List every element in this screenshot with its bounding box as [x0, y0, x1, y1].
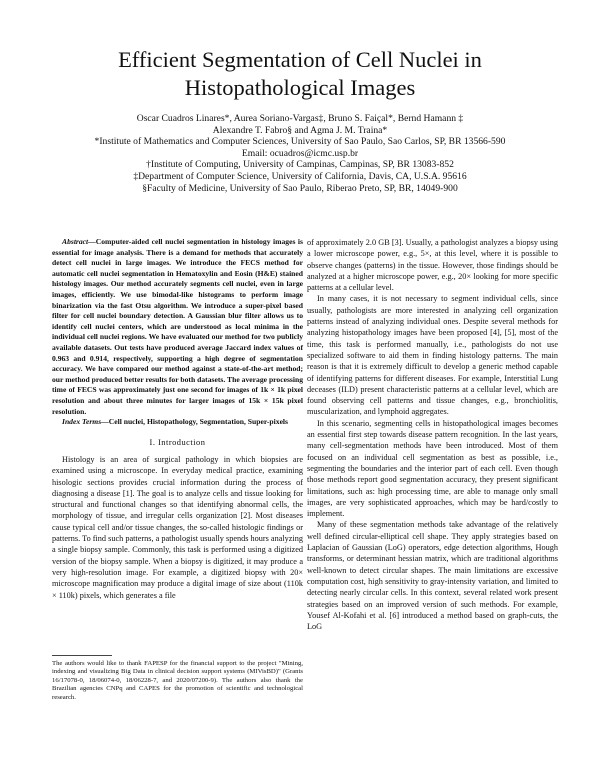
index-terms-lead: Index Terms — [62, 417, 102, 427]
paper-title — [0, 46, 600, 102]
index-terms — [52, 417, 303, 428]
right-paragraph-3: In this scenario, segmenting cells in histopathological images becomes an essential first step towards disease pattern recognition. In the last years, many cell-segmentation methods have been introduced. Most of them focused on an individual cell segmentation as best as possible, i.e., segmenting the boundaries and the interior part of each cell. Even though those methods report good segmentation accuracy, they present significant limitations, such as: high processing time, are able to manage only small images, are very sophisticated approaches, which may be hard/costly to implement. — [307, 418, 558, 519]
right-column — [307, 237, 558, 632]
abstract-lead: Abstract— — [62, 237, 96, 246]
section-heading-introduction: I. Introduction — [149, 437, 206, 447]
title-line-2: Histopathological Images — [184, 75, 416, 100]
author-block — [0, 113, 600, 194]
authors-line-1: Oscar Cuadros Linares*, Aurea Soriano-Vargas‡, Bruno S. Faiçal*, Bernd Hamann ‡ — [136, 113, 464, 124]
affiliation-3: ‡Department of Computer Science, University of California, Davis, CA, U.S.A. 95616 — [133, 170, 467, 182]
right-paragraph-1: of approximately 2.0 GB [3]. Usually, a pathologist analyzes a biopsy using a lower microscope power, e.g., 5×, at this level, where it is possible to observe changes (patterns) in the tissue. However, those findings should be analyzed at a higher microscope power, e.g., 20× looking for more specific patterns at a cellular level. — [307, 238, 558, 293]
affiliation-2: †Institute of Computing, University of Campinas, Campinas, SP, BR 13083-852 — [146, 159, 454, 171]
index-terms-text: —Cell nuclei, Histopathology, Segmentation, Super-pixels — [101, 417, 289, 427]
abstract-text: Computer-aided cell nuclei segmentation in histology images is essential for image analysis. There is a demand for methods that accurately detect cell nuclei in large images. We introduce the FECS method for automatic cell nuclei segmentation in Hematoxylin and Eosin (H&E) stained histology images. Our method accurately segments cell nuclei, even in large images, efficiently. We use bimodal-like histograms to perform image binarization via the fast Otsu algorithm. We introduce a super-pixel based filter for cell nuclei boundary detection. A Gaussian blur filter allows us to identify cell nuclei centers, which are understood as local minima in the individual cell nuclei regions. We have evaluated our method for two publicly available datasets. Out tests have produced average Jaccard index values of 0.963 and 0.914, respectively, supporting a high degree of segmentation accuracy. We have compared our method against a state-of-the-art method; our method produced better results for both datasets. The average processing time of FECS was approximately just one second for images of 1k × 1k pixel resolution and about three minutes for larger images of 15k × 15k pixel resolution. — [52, 237, 303, 416]
right-paragraph-4: Many of these segmentation methods take advantage of the relatively well defined circular-elliptical cell shape. They apply strategies based on Laplacian of Gaussian (LoG) operators, edge detection algorithms, Hough transforms, or determinant hessian matrix, which are traditional algorithms well-known to detect circular shapes. The main limitations are excessive computation cost, high sensitivity to gray-intensity variation, and limited to detecting nearly circular cells. In this context, several related work present strategies based on an improved version of such methods. For example, Yousef Al-Kofahi et al. [6] introduced a method based on graph-cuts, the LoG — [307, 520, 558, 632]
affiliation-1: *Institute of Mathematics and Computer Sciences, University of Sao Paulo, Sao Carlos, SP, BR 13566-590 — [94, 136, 506, 148]
intro-paragraph-1: Histology is an area of surgical pathology in which biopsies are examined using a microscope. In everyday medical practice, examining hisologic sections provides crucial information during the process of diagnosing a disease [1]. The goal is to analyze cells and tissue looking for structural and functional changes so that identifying abnormal cells, the morphology of tissue, and irregular cells organization [2]. Most diseases cause typical cell and/or tissue changes, the so-called histologic findings or patterns. To find such patterns, a pathologist usually spends hours analyzing a single biopsy sample. Commonly, this task is performed using a digitized version of the biopsy sample. When a biopsy is digitized, it may produce a very high-resolution image. For example, a digitized biopsy with 20× microscope magnification may produce a digital image of size about (110k × 110k) pixels, which generates a file — [52, 454, 303, 600]
title-line-1: Efficient Segmentation of Cell Nuclei in — [118, 47, 482, 72]
affiliation-email: Email: ocuadros@icmc.usp.br — [241, 147, 359, 159]
right-paragraph-2: In many cases, it is not necessary to segment individual cells, since usually, pathologists are more interested in analyzing cell organization patterns instead of analyzing individual ones. Despite several methods for analyzing histopathology images have been proposed [4], [5], most of the time, this task is performed manually, i.e., pathologists do not use specialized software to aid them in finding histology patterns. The main reason is that it is extremely difficult to develop a generic method capable of identifying patterns for different diseases. For example, Interstitial Lung deceases (ILD) present characteristic patterns at a cellular level, which are found observing cell patterns and tissue changes, e.g., bronchiolitis, muscularization, and lymphoid aggregates. — [307, 294, 558, 417]
left-column — [52, 237, 303, 601]
footnote-rule — [52, 655, 112, 656]
affiliation-4: §Faculty of Medicine, University of Sao Paulo, Riberao Preto, SP, BR, 14049-900 — [142, 182, 458, 194]
abstract — [52, 237, 303, 417]
authors-line-2: Alexandre T. Fabro§ and Agma J. M. Traina* — [212, 124, 388, 136]
footnote: The authors would like to thank FAPESP for the financial support to the project "Mining, indexing and visualizing Big Data in clinical decision support systems (MIVisBD)" (Grants 16/17078-0, 18/06074-0, 18/06228-7, and 2020/07200-9). The authors also thank the Brazilian agencies CNPq and CAPES for the promotion of scientific and technological research. — [52, 660, 303, 701]
